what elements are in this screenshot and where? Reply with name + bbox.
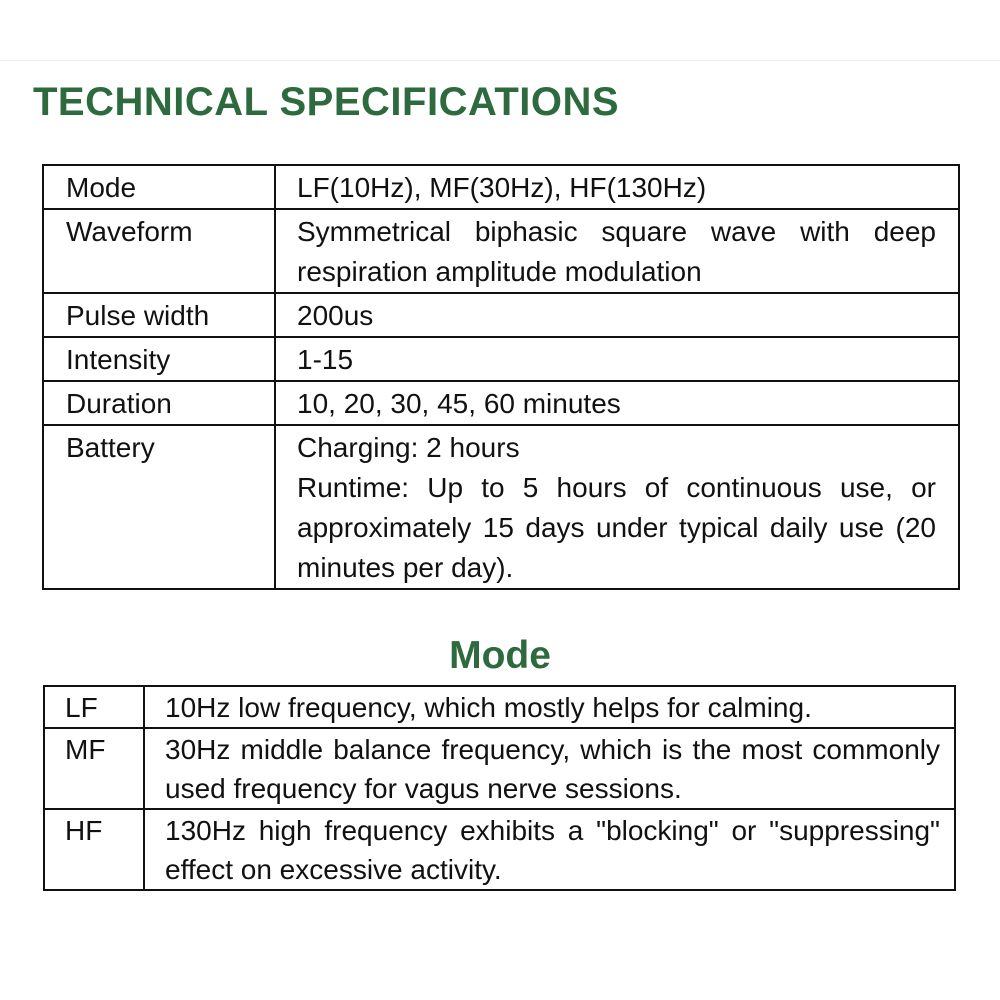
spec-label-duration: Duration: [43, 381, 275, 425]
spec-label-mode: Mode: [43, 165, 275, 209]
mode-label-hf: HF: [44, 809, 144, 890]
table-row: [44, 809, 955, 890]
table-row: [44, 728, 955, 809]
mode-label-mf: MF: [44, 728, 144, 809]
spec-value-intensity: 1-15: [275, 337, 959, 381]
top-divider: [0, 60, 1000, 61]
specifications-table: [42, 164, 960, 590]
mode-desc-hf: 130Hz high frequency exhibits a "blocking" or "suppressing" effect on excessive activity.: [144, 809, 955, 890]
spec-value-pulse-width: 200us: [275, 293, 959, 337]
mode-section-title: Mode: [449, 634, 551, 677]
spec-value-mode: LF(10Hz), MF(30Hz), HF(130Hz): [275, 165, 959, 209]
mode-desc-lf: 10Hz low frequency, which mostly helps for calming.: [144, 686, 955, 728]
mode-desc-mf: 30Hz middle balance frequency, which is the most commonly used frequency for vagus nerve sessions.: [144, 728, 955, 809]
table-row: [43, 293, 959, 337]
mode-label-lf: LF: [44, 686, 144, 728]
mode-table: [43, 685, 956, 891]
spec-value-duration: 10, 20, 30, 45, 60 minutes: [275, 381, 959, 425]
spec-label-waveform: Waveform: [43, 209, 275, 293]
table-row: [44, 686, 955, 728]
table-row: [43, 209, 959, 293]
table-row: [43, 337, 959, 381]
spec-label-intensity: Intensity: [43, 337, 275, 381]
spec-value-battery: [275, 425, 959, 589]
spec-label-battery: Battery: [43, 425, 275, 589]
table-row: [43, 381, 959, 425]
battery-runtime-text: Runtime: Up to 5 hours of continuous use, or approximately 15 days under typical daily use (20 minutes per day).: [297, 472, 936, 583]
table-row: [43, 165, 959, 209]
page-title: TECHNICAL SPECIFICATIONS: [33, 80, 620, 124]
battery-charging-text: Charging: 2 hours: [297, 432, 520, 463]
spec-label-pulse-width: Pulse width: [43, 293, 275, 337]
spec-value-waveform: Symmetrical biphasic square wave with deep respiration amplitude modulation: [275, 209, 959, 293]
table-row: [43, 425, 959, 589]
